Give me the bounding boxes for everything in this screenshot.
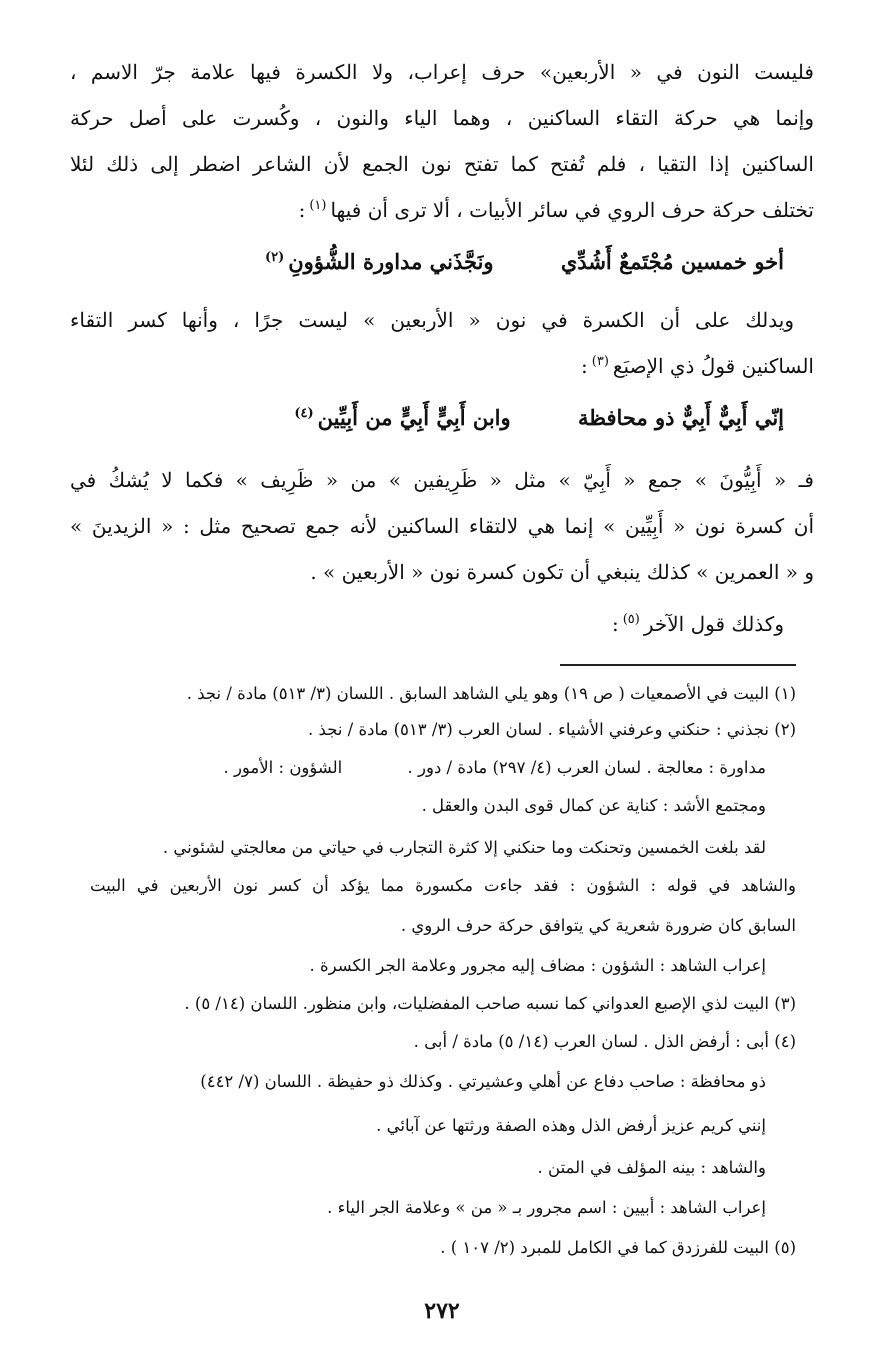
body-line-5: ويدلك على أن الكسرة في نون « الأربعين » ليست جرًا ، وأنها كسر التقاء xyxy=(70,308,794,332)
colon: : xyxy=(581,354,588,378)
footnote-2-line-5: والشاهد في قوله : الشؤون : فقد جاءت مكسورة مما يؤكد أن كسر نون الأربعين في البيت xyxy=(90,876,796,895)
footnote-2: (٢) نجذني : حنكني وعرفني الأشياء . لسان العرب (٣/ ٥١٣) مادة / نجذ . xyxy=(308,720,796,739)
body-line-6-text: الساكنين قولُ ذي الإصبَع xyxy=(612,354,814,378)
footnote-ref-2: (٢) xyxy=(264,250,285,265)
body-line-9: و « العمرين » كذلك ينبغي أن تكون كسرة نون « الأربعين » . xyxy=(310,560,814,584)
verse-1 xyxy=(154,248,784,276)
body-line-4 xyxy=(70,196,814,224)
footnote-ref-1: (١) xyxy=(309,198,327,214)
footnote-2-line-2 xyxy=(90,756,766,780)
footnote-2-mudawara: مداورة : معالجة . لسان العرب (٤/ ٢٩٧) مادة / دور . xyxy=(407,758,766,777)
footnote-4: (٤) أبى : أرفض الذل . لسان العرب (١٤/ ٥) مادة / أبى . xyxy=(413,1032,796,1051)
colon: : xyxy=(298,198,306,222)
footnote-2-line-3: ومجتمع الأشد : كناية عن كمال قوى البدن والعقل . xyxy=(421,796,766,815)
verse-2 xyxy=(154,404,784,432)
footnote-1: (١) البيت في الأصمعيات ( ص ١٩) وهو يلي الشاهد السابق . اللسان (٣/ ٥١٣) مادة / نجذ . xyxy=(186,684,796,703)
footnote-4-line-2: ذو محافظة : صاحب دفاع عن أهلي وعشيرتي . وكذلك ذو حفيظة . اللسان (٧/ ٤٤٢) xyxy=(200,1072,766,1091)
body-line-3: الساكنين إذا التقيا ، فلم تُفتح كما تفتح نون الجمع لأن الشاعر اضطر إلى ذلك لئلا xyxy=(70,152,814,176)
body-line-1: فليست النون في « الأربعين» حرف إعراب، ولا الكسرة فيها علامة جرّ الاسم ، xyxy=(70,60,814,84)
verse-2-second-hemistich: وابن أَبِيٍّ أَبِيٍّ من أَبِيِّين xyxy=(317,405,511,430)
verse-1-second-hemistich: ونَجَّذَني مداورة الشُّؤونِ xyxy=(288,249,494,274)
footnote-4-line-4: والشاهد : بينه المؤلف في المتن . xyxy=(537,1158,766,1177)
body-line-2: وإنما هي حركة التقاء الساكنين ، وهما الياء والنون ، وكُسرت على أصل حركة xyxy=(70,106,814,130)
page-number: ٢٧٢ xyxy=(424,1298,460,1324)
footnote-2-shuun: الشؤون : الأمور . xyxy=(223,758,343,777)
body-line-10 xyxy=(70,610,784,638)
footnote-2-line-4: لقد بلغت الخمسين وتحنكت وما حنكني إلا كثرة التجارب في حياتي من معالجتي لشئوني . xyxy=(162,838,766,857)
verse-2-first-hemistich: إنّي أَبِيٌّ أَبِيٌّ ذو محافظة xyxy=(577,405,784,430)
body-line-10-text: وكذلك قول الآخر xyxy=(643,612,784,636)
footnote-separator xyxy=(560,664,796,666)
body-line-7: فـ « أَبِيُّونَ » جمع « أَبِيّ » مثل « ظَرِيفين » من « ظَرِيف » فكما لا يُشكُ في xyxy=(70,468,814,492)
footnote-2-line-6: السابق كان ضرورة شعرية كي يتوافق حركة حرف الروي . xyxy=(400,916,796,935)
footnote-ref-3: (٣) xyxy=(591,354,609,370)
footnote-3: (٣) البيت لذي الإصبع العدواني كما نسبه صاحب المفضليات، وابن منظور. اللسان (١٤/ ٥) . xyxy=(184,994,796,1013)
footnote-4-line-5: إعراب الشاهد : أبيين : اسم مجرور بـ « من » وعلامة الجر الياء . xyxy=(327,1198,766,1217)
body-line-8: أن كسرة نون « أَبِيِّين » إنما هي لالتقاء الساكنين لأنه جمع تصحيح مثل : « الزيدينَ » xyxy=(70,514,814,538)
verse-1-first-hemistich: أخو خمسين مُجْتَمعٌ أَشُدِّي xyxy=(560,249,784,274)
body-line-6 xyxy=(70,352,814,380)
body-line-4-text: تختلف حركة حرف الروي في سائر الأبيات ، ألا ترى أن فيها xyxy=(330,198,814,222)
footnote-ref-5: (٥) xyxy=(622,612,640,628)
footnote-5: (٥) البيت للفرزدق كما في الكامل للمبرد (٢/ ١٠٧ ) . xyxy=(440,1238,796,1257)
colon: : xyxy=(611,612,619,636)
footnote-4-line-3: إنني كريم عزيز أرفض الذل وهذه الصفة ورثتها عن آبائي . xyxy=(376,1116,766,1135)
footnote-ref-4: (٤) xyxy=(294,406,314,421)
footnote-2-line-7: إعراب الشاهد : الشؤون : مضاف إليه مجرور وعلامة الجر الكسرة . xyxy=(309,956,766,975)
